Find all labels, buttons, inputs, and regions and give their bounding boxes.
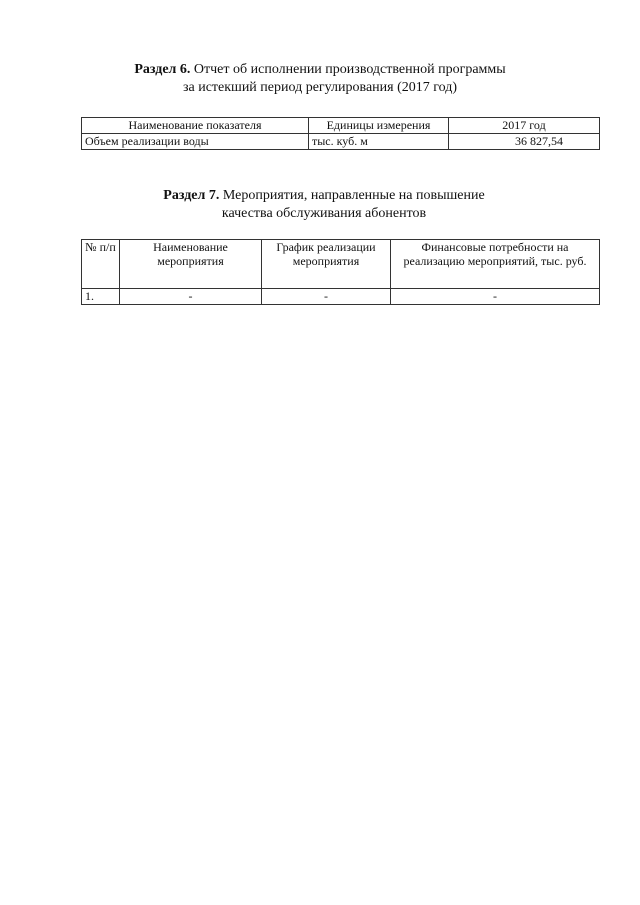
section7-heading-line1: [4, 187, 640, 205]
section6-heading: [0, 61, 640, 97]
section6-label: Раздел 6.: [134, 62, 191, 77]
section7-label: Раздел 7.: [163, 188, 220, 203]
header-schedule: График реализации мероприятия: [262, 240, 391, 289]
header-number: № п/п: [82, 240, 120, 289]
section6-title-line1: Отчет об исполнении производственной программы: [193, 62, 506, 77]
section6-title-line2: за истекший период регулирования (2017 год): [182, 80, 458, 95]
cell-number: 1.: [82, 289, 120, 305]
header-measure-name: Наименование мероприятия: [120, 240, 262, 289]
header-year: 2017 год: [449, 118, 600, 134]
section6-heading-line1: [0, 61, 640, 79]
section6-table: [81, 117, 600, 150]
table-row: [82, 134, 600, 150]
cell-financial-needs: -: [391, 289, 600, 305]
section7-title-line2: качества обслуживания абонентов: [221, 206, 427, 221]
header-indicator-name: Наименование показателя: [82, 118, 309, 134]
cell-schedule: -: [262, 289, 391, 305]
table-header-row: [82, 240, 600, 289]
table-row: [82, 289, 600, 305]
section7-title-line1: Мероприятия, направленные на повышение: [222, 188, 485, 203]
header-units: Единицы измерения: [309, 118, 449, 134]
header-financial-needs: Финансовые потребности на реализацию мероприятий, тыс. руб.: [391, 240, 600, 289]
cell-units: тыс. куб. м: [309, 134, 449, 150]
table-header-row: [82, 118, 600, 134]
cell-value: 36 827,54: [449, 134, 600, 150]
cell-indicator-name: Объем реализации воды: [82, 134, 309, 150]
section7-heading: [4, 187, 640, 223]
section7-table: [81, 239, 600, 305]
cell-measure-name: -: [120, 289, 262, 305]
